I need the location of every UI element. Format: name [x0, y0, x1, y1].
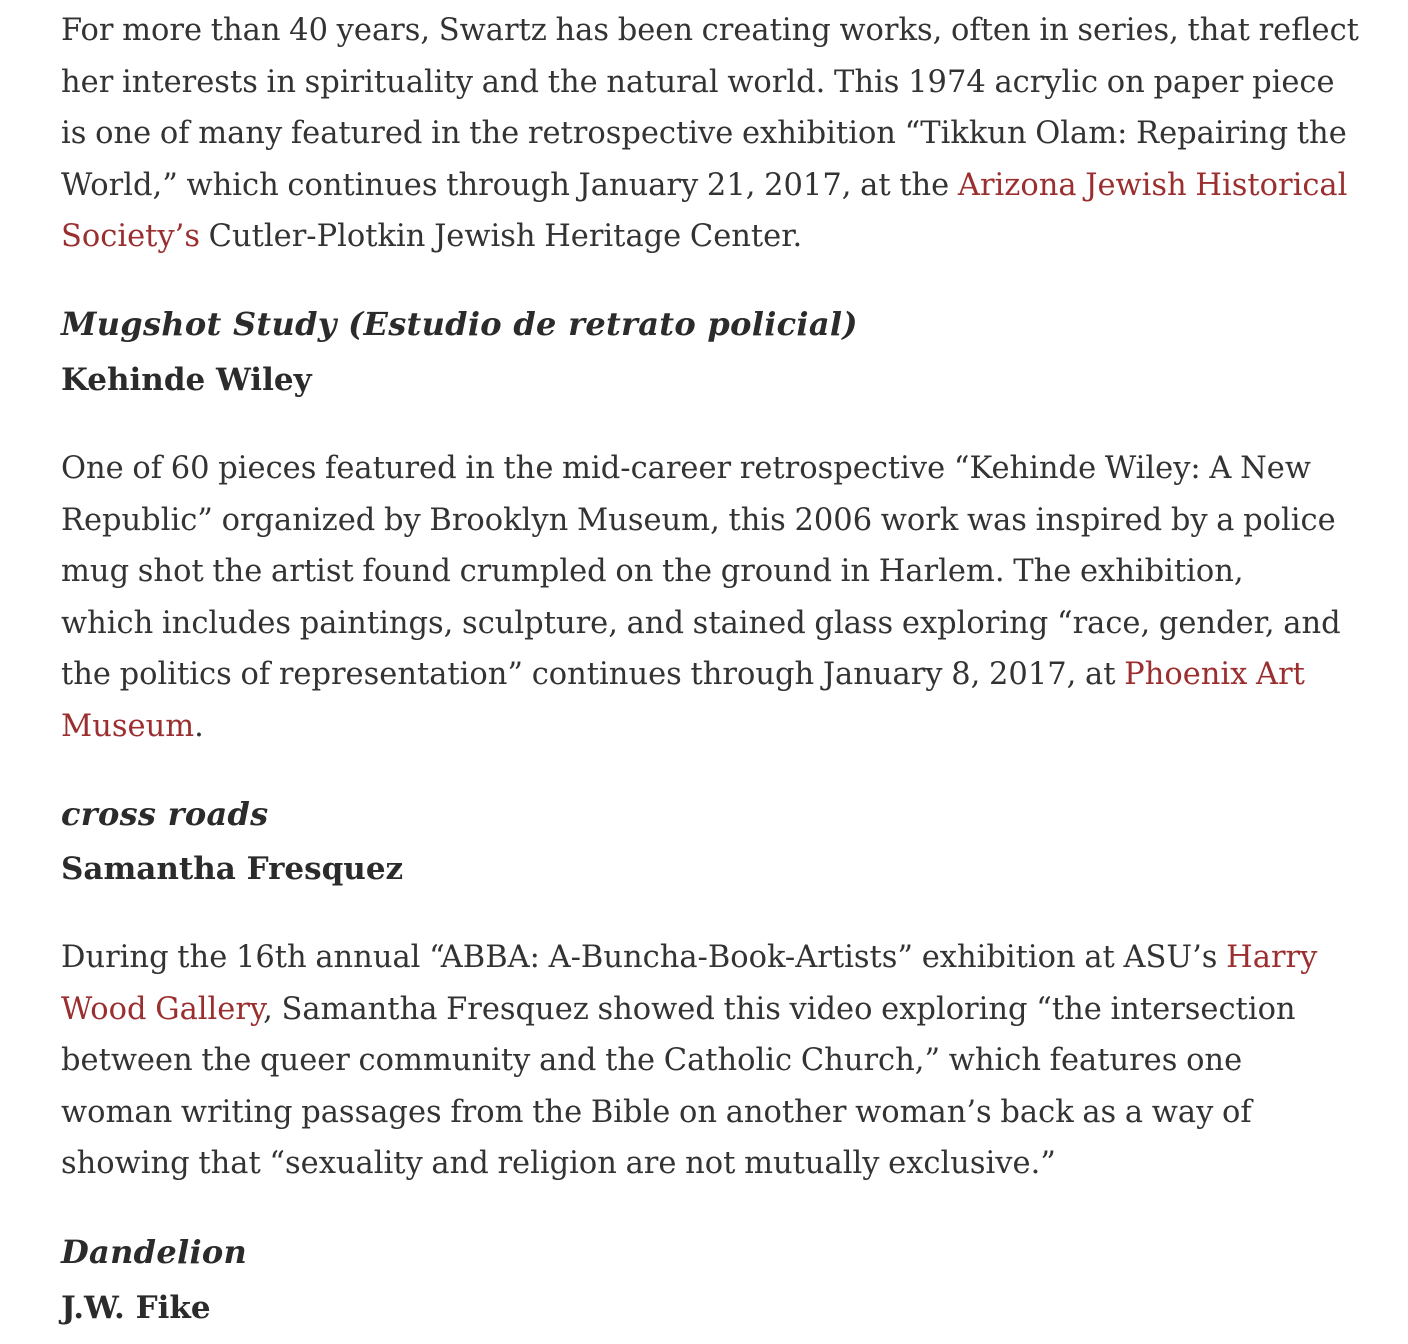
artwork-title-mugshot-study: Mugshot Study (Estudio de retrato policial): [61, 305, 858, 343]
text-run: is one of many featured in the retrospective exhibition “Tikkun Olam: Repairing the: [61, 116, 1347, 151]
paragraph-line: [61, 211, 1359, 263]
text-run: the politics of representation” continues through January 8, 2017, at: [61, 657, 1125, 692]
inline-link[interactable]: Arizona Jewish Historical: [957, 167, 1348, 203]
text-run: During the 16th annual “ABBA: A-Buncha-Book-Artists” exhibition at ASU’s: [61, 940, 1227, 975]
paragraph-line: [61, 57, 1359, 109]
paragraph-wiley: [61, 443, 1341, 752]
text-run: between the queer community and the Catholic Church,” which features one: [61, 1043, 1243, 1078]
paragraph-line: [61, 546, 1341, 598]
artist-name-kehinde-wiley: Kehinde Wiley: [61, 362, 312, 398]
paragraph-line: [61, 598, 1341, 650]
text-run: showing that “sexuality and religion are not mutually exclusive.”: [61, 1146, 1056, 1181]
text-run: woman writing passages from the Bible on another woman’s back as a way of: [61, 1094, 1252, 1130]
text-run: her interests in spirituality and the natural world. This 1974 acrylic on paper piece: [61, 64, 1335, 100]
paragraph-swartz: [61, 5, 1359, 263]
paragraph-line: [61, 495, 1341, 547]
paragraph-line: [61, 649, 1341, 701]
text-run: .: [194, 708, 204, 744]
paragraph-line: [61, 1035, 1317, 1087]
text-run: World,” which continues through January 21, 2017, at the: [61, 167, 958, 203]
text-run: which includes paintings, sculpture, and stained glass exploring “race, gender, and: [61, 605, 1341, 641]
paragraph-line: [61, 160, 1359, 212]
paragraph-line: [61, 108, 1359, 160]
text-run: Cutler-Plotkin Jewish Heritage Center.: [199, 219, 803, 254]
inline-link[interactable]: Society’s: [61, 219, 200, 254]
inline-link[interactable]: Phoenix Art: [1124, 657, 1305, 692]
paragraph-line: [61, 443, 1341, 495]
paragraph-line: [61, 932, 1317, 984]
text-run: mug shot the artist found crumpled on the ground in Harlem. The exhibition,: [61, 554, 1244, 589]
artwork-title-cross-roads: cross roads: [61, 795, 269, 833]
artist-name-jw-fike: J.W. Fike: [61, 1290, 211, 1326]
paragraph-line: [61, 701, 1341, 753]
inline-link[interactable]: Wood Gallery: [61, 991, 264, 1027]
paragraph-fresquez: [61, 932, 1317, 1190]
text-run: One of 60 pieces featured in the mid-career retrospective “Kehinde Wiley: A New: [61, 451, 1311, 486]
text-run: Republic” organized by Brooklyn Museum, this 2006 work was inspired by a police: [61, 502, 1336, 538]
paragraph-line: [61, 984, 1317, 1036]
artist-name-samantha-fresquez: Samantha Fresquez: [61, 851, 404, 887]
text-run: , Samantha Fresquez showed this video exploring “the intersection: [263, 991, 1296, 1027]
artwork-title-dandelion: Dandelion: [61, 1233, 248, 1271]
inline-link[interactable]: Harry: [1226, 940, 1318, 975]
paragraph-line: [61, 1087, 1317, 1139]
paragraph-line: [61, 1138, 1317, 1190]
paragraph-line: [61, 5, 1359, 57]
inline-link[interactable]: Museum: [61, 708, 195, 744]
text-run: For more than 40 years, Swartz has been creating works, often in series, that reflect: [61, 13, 1359, 48]
